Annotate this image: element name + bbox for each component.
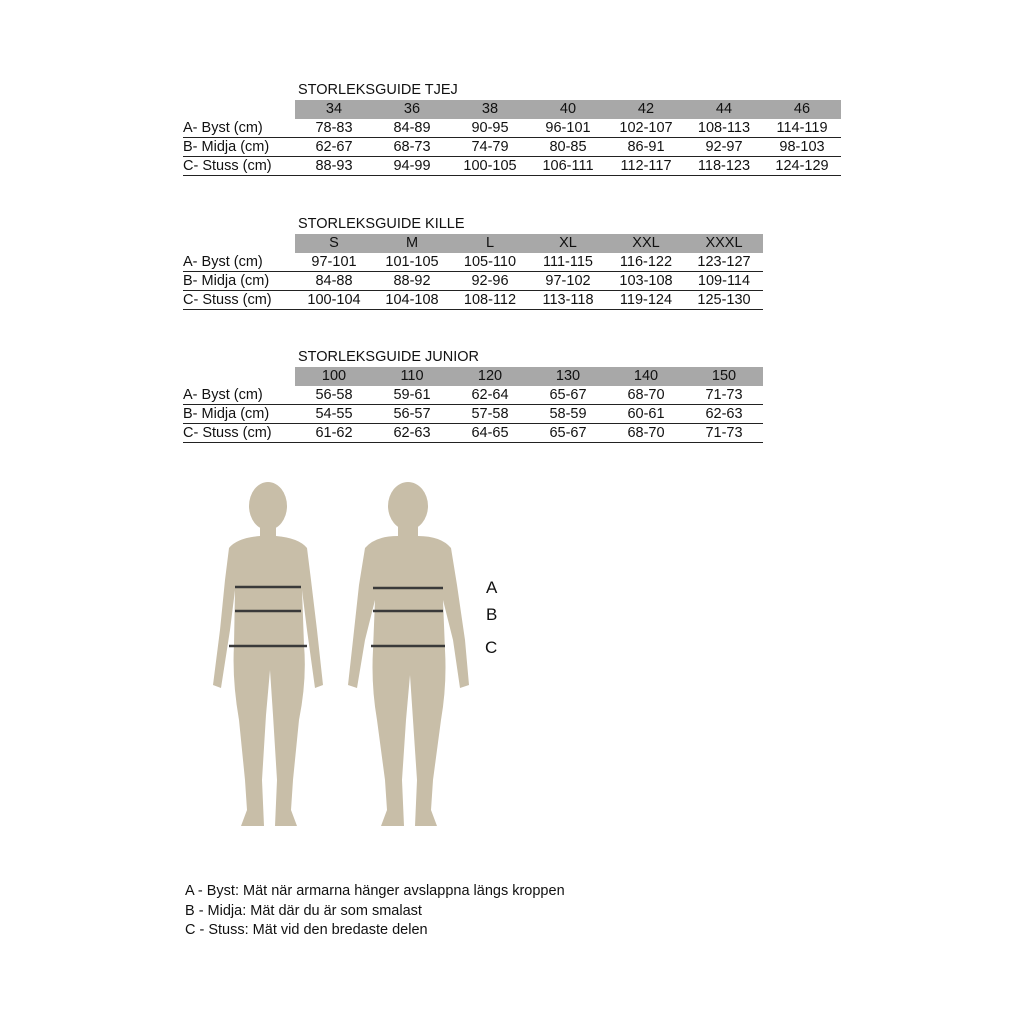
table-cell: 102-107 <box>619 120 673 136</box>
table-cell: 62-64 <box>471 387 509 403</box>
size-header: 34 <box>295 100 373 119</box>
note-bust: A - Byst: Mät när armarna hänger avslappna längs kroppen <box>185 883 565 899</box>
table-cell: 119-124 <box>619 292 673 308</box>
size-table <box>183 367 763 443</box>
table-cell: 90-95 <box>471 120 509 136</box>
table-row <box>183 424 763 443</box>
table-cell: 97-101 <box>311 254 357 270</box>
table-cell: 84-89 <box>393 120 431 136</box>
size-header: XL <box>529 234 607 253</box>
row-label: B- Midja (cm) <box>183 139 270 155</box>
table-cell: 84-88 <box>315 273 353 289</box>
table-cell: 111-115 <box>543 254 593 270</box>
row-label: B- Midja (cm) <box>183 273 270 289</box>
table-cell: 71-73 <box>705 425 743 441</box>
table-cell: 61-62 <box>315 425 353 441</box>
table-row <box>183 119 841 138</box>
table-cell: 112-117 <box>620 158 672 174</box>
table-cell: 59-61 <box>393 387 431 403</box>
table-cell: 100-105 <box>463 158 517 174</box>
table-cell: 108-112 <box>463 292 517 308</box>
size-header: 110 <box>373 367 451 386</box>
size-header: M <box>373 234 451 253</box>
note-waist: B - Midja: Mät där du är som smalast <box>185 902 422 919</box>
table-cell: 65-67 <box>549 425 587 441</box>
table-row <box>183 138 841 157</box>
table-cell: 56-58 <box>315 387 353 403</box>
table-row <box>183 291 763 310</box>
table-cell: 64-65 <box>471 425 509 441</box>
guide-title: STORLEKSGUIDE TJEJ <box>298 82 458 98</box>
table-cell: 123-127 <box>697 254 751 270</box>
marker-b: B <box>486 605 498 624</box>
table-cell: 103-108 <box>619 273 673 289</box>
table-row <box>183 157 841 176</box>
table-cell: 98-103 <box>779 139 825 155</box>
marker-a: A <box>486 578 498 597</box>
table-cell: 113-118 <box>542 292 594 308</box>
size-header: 150 <box>685 367 763 386</box>
table-cell: 88-93 <box>315 158 353 174</box>
table-cell: 88-92 <box>393 273 431 289</box>
size-header: 140 <box>607 367 685 386</box>
table-cell: 62-67 <box>315 139 353 155</box>
row-label: A- Byst (cm) <box>183 120 263 136</box>
size-header: 120 <box>451 367 529 386</box>
table-row <box>183 405 763 424</box>
table-cell: 108-113 <box>697 120 751 136</box>
table-cell: 124-129 <box>775 158 829 174</box>
table-cell: 97-102 <box>545 273 591 289</box>
table-cell: 68-70 <box>627 425 665 441</box>
table-cell: 100-104 <box>307 292 361 308</box>
size-header: 42 <box>607 100 685 119</box>
size-header: 44 <box>685 100 763 119</box>
table-cell: 78-83 <box>315 120 353 136</box>
guide-title: STORLEKSGUIDE KILLE <box>298 216 465 232</box>
table-cell: 86-91 <box>627 139 665 155</box>
male-figure-icon <box>348 482 469 826</box>
size-header: XXXL <box>685 234 763 253</box>
size-header: L <box>451 234 529 253</box>
table-cell: 92-97 <box>705 139 743 155</box>
table-cell: 80-85 <box>549 139 587 155</box>
table-cell: 105-110 <box>463 254 517 270</box>
table-cell: 106-111 <box>542 158 594 174</box>
table-cell: 68-73 <box>393 139 431 155</box>
table-row <box>183 272 763 291</box>
table-header-row <box>183 234 763 253</box>
table-cell: 62-63 <box>705 406 743 422</box>
size-table <box>183 100 841 176</box>
female-figure-icon <box>213 482 323 826</box>
table-cell: 94-99 <box>393 158 431 174</box>
size-header: 130 <box>529 367 607 386</box>
row-label: A- Byst (cm) <box>183 387 263 403</box>
table-cell: 60-61 <box>627 406 665 422</box>
table-cell: 125-130 <box>697 292 751 308</box>
table-row <box>183 386 763 405</box>
table-cell: 104-108 <box>385 292 439 308</box>
table-cell: 92-96 <box>471 273 509 289</box>
size-header: 100 <box>295 367 373 386</box>
size-header: 38 <box>451 100 529 119</box>
table-cell: 96-101 <box>545 120 591 136</box>
table-cell: 116-122 <box>619 254 673 270</box>
table-header-row <box>183 100 841 119</box>
row-label: B- Midja (cm) <box>183 406 270 422</box>
table-cell: 118-123 <box>697 158 751 174</box>
table-cell: 58-59 <box>549 406 587 422</box>
table-row <box>183 253 763 272</box>
table-cell: 74-79 <box>471 139 509 155</box>
row-label: C- Stuss (cm) <box>183 425 272 441</box>
table-cell: 54-55 <box>315 406 353 422</box>
row-label: C- Stuss (cm) <box>183 158 272 174</box>
guide-title: STORLEKSGUIDE JUNIOR <box>298 349 480 365</box>
size-header: 46 <box>763 100 841 119</box>
table-cell: 57-58 <box>471 406 509 422</box>
size-header: 40 <box>529 100 607 119</box>
table-header-row <box>183 367 763 386</box>
measurement-notes <box>185 882 565 941</box>
marker-c: C <box>485 638 498 657</box>
table-cell: 62-63 <box>393 425 431 441</box>
table-cell: 71-73 <box>705 387 743 403</box>
table-cell: 101-105 <box>385 254 439 270</box>
size-header: 36 <box>373 100 451 119</box>
row-label: A- Byst (cm) <box>183 254 263 270</box>
size-table <box>183 234 763 310</box>
note-hip: C - Stuss: Mät vid den bredaste delen <box>185 922 428 938</box>
table-cell: 65-67 <box>549 387 587 403</box>
table-cell: 114-119 <box>776 120 828 136</box>
table-cell: 56-57 <box>393 406 431 422</box>
size-header: XXL <box>607 234 685 253</box>
row-label: C- Stuss (cm) <box>183 292 272 308</box>
size-header: S <box>295 234 373 253</box>
table-cell: 68-70 <box>627 387 665 403</box>
table-cell: 109-114 <box>697 273 751 289</box>
